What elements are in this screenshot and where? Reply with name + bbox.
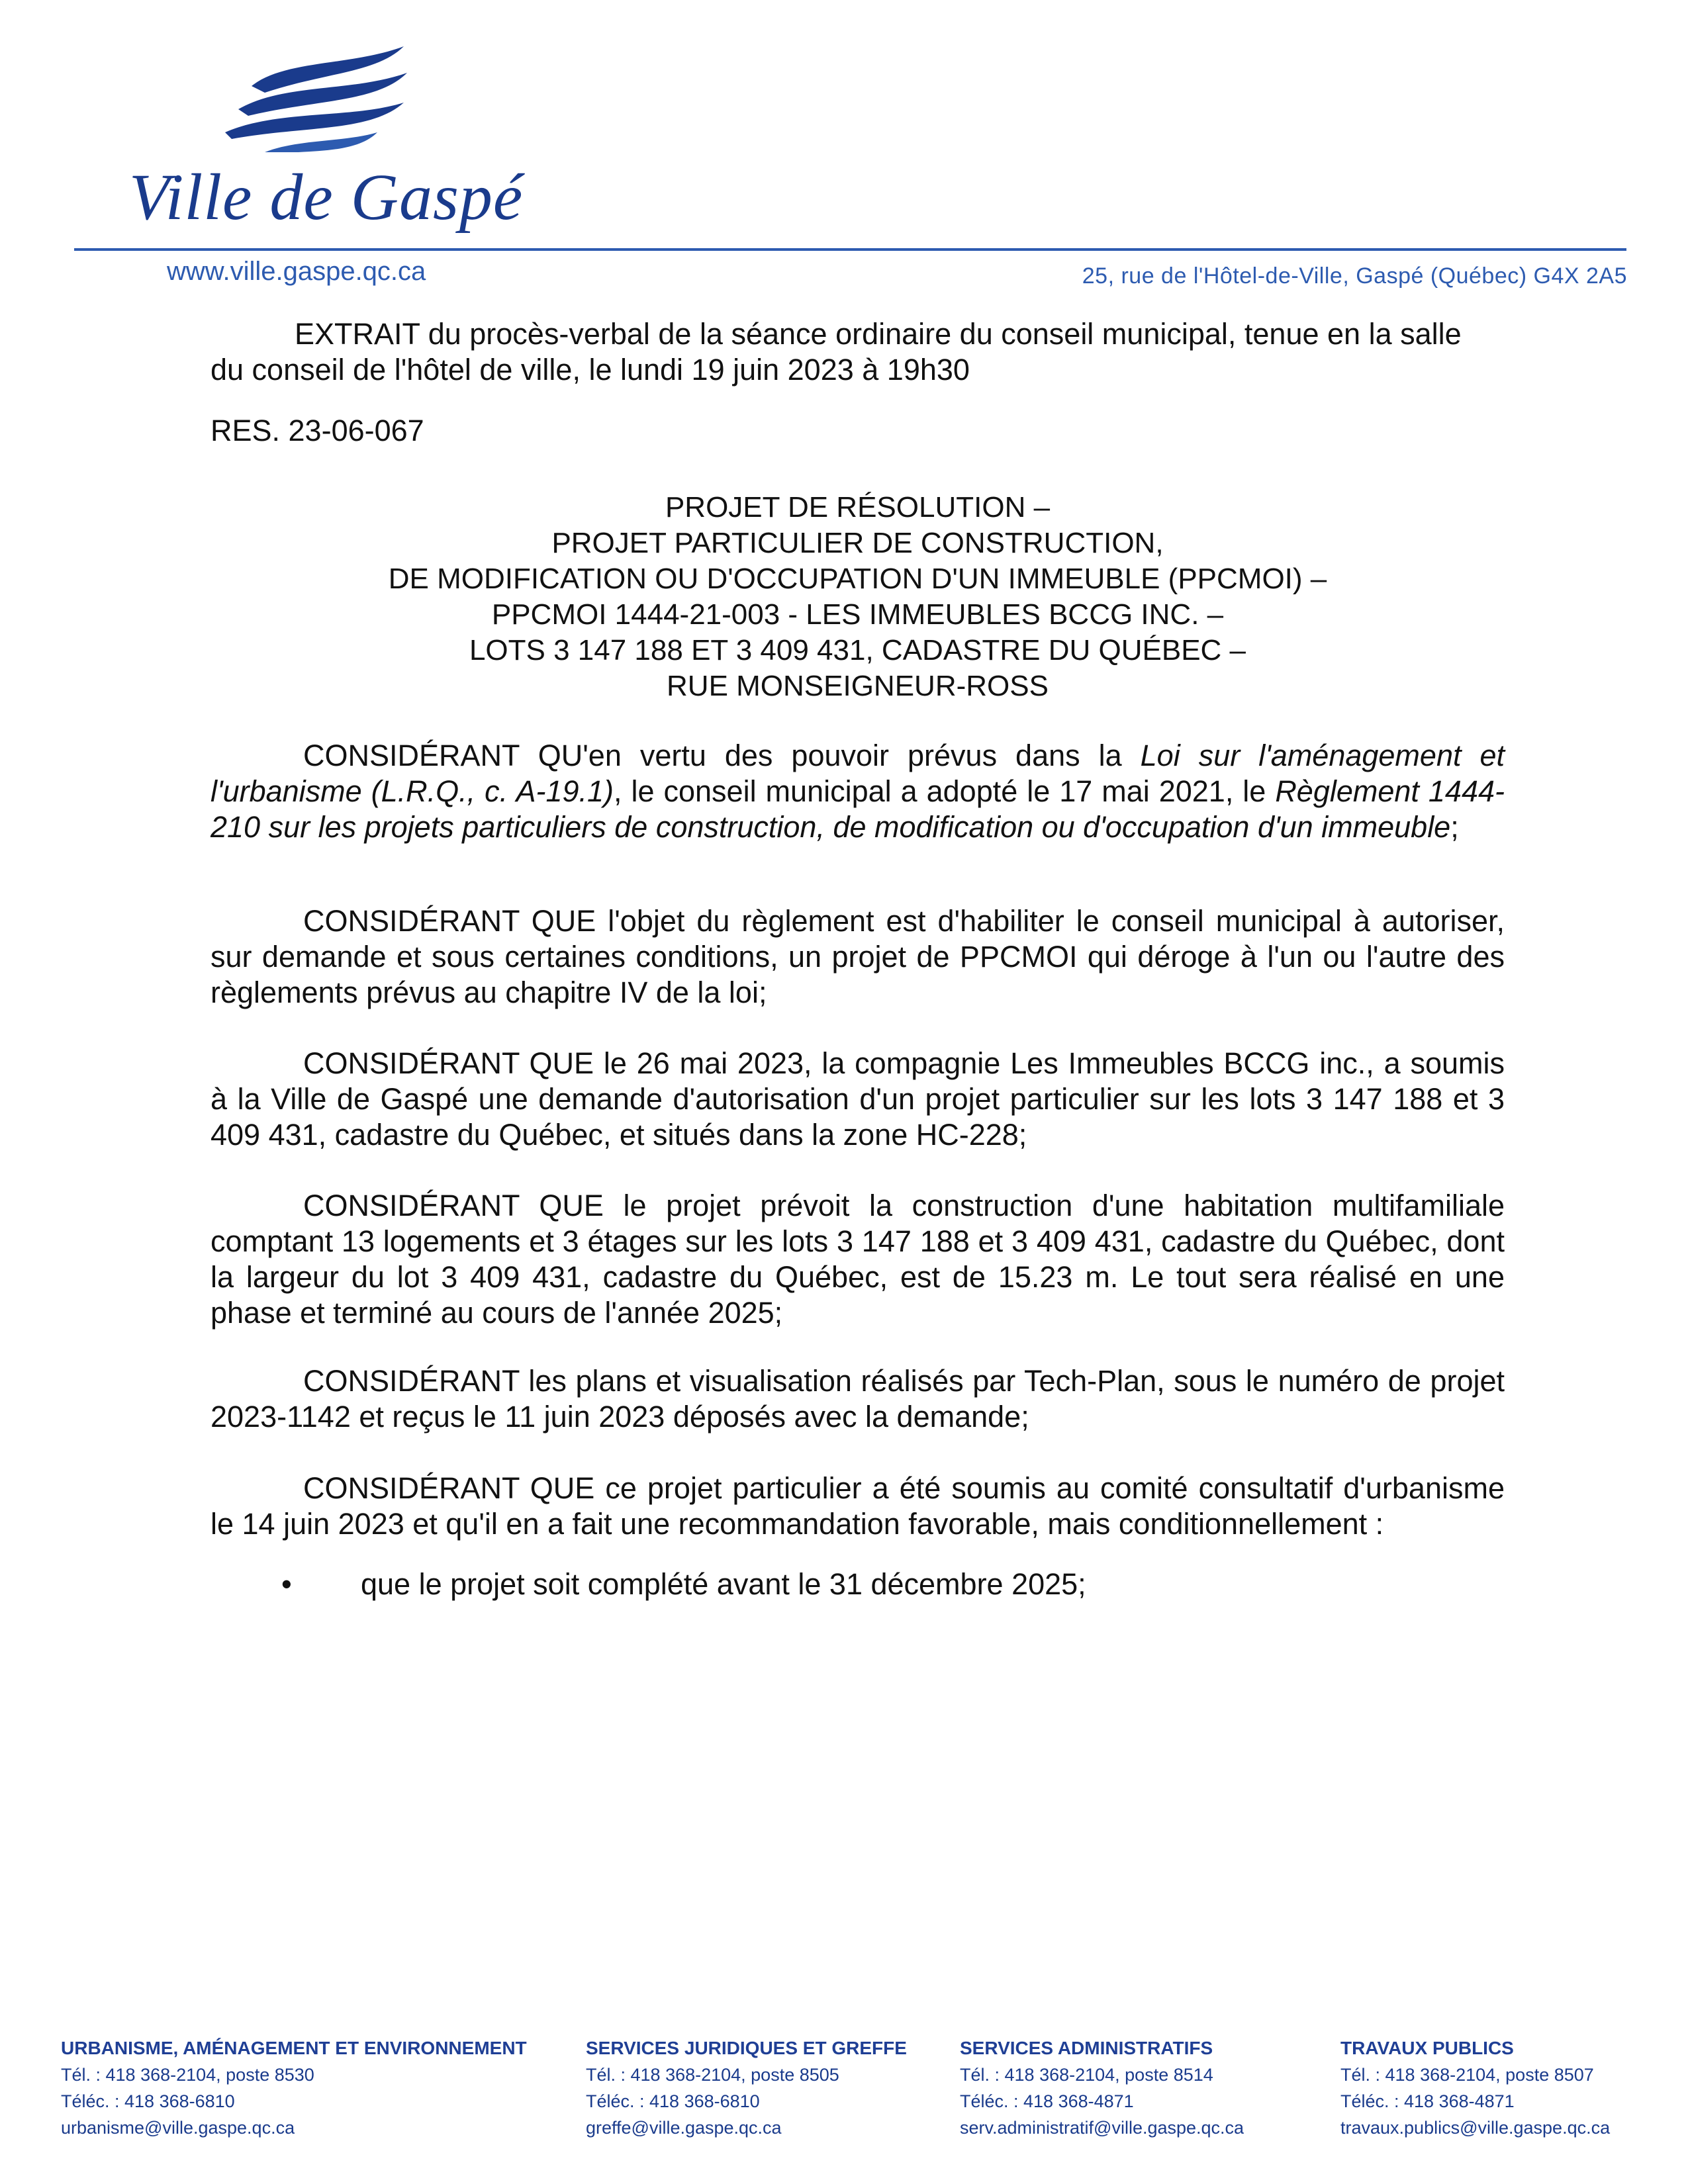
title-line: RUE MONSEIGNEUR-ROSS: [667, 670, 1049, 702]
c4-text: CONSIDÉRANT QUE le projet prévoit la construction d'une habitation multifamiliale comptant 13 logements et 3 étages sur les lots 3 147 188 et 3 409 431, cadastre du Québec, dont la largeur du lot 3 409 431, cadastre du Québec, est de 15.23 m. Le tout sera réalisé en une phase et terminé au cours de l'année 2025;: [211, 1189, 1505, 1330]
footer-fax: Téléc. : 418 368-4871: [1340, 2091, 1515, 2111]
title-line: PROJET DE RÉSOLUTION –: [665, 491, 1051, 523]
c1-text-c: ;: [1450, 810, 1459, 844]
condition-bullet: que le projet soit complété avant le 31 décembre 2025;: [361, 1567, 1086, 1601]
logo-wordmark: Ville de Gaspé: [129, 160, 524, 234]
footer-heading: SERVICES ADMINISTRATIFS: [960, 2038, 1213, 2058]
footer-phone: Tél. : 418 368-2104, poste 8514: [960, 2065, 1213, 2085]
considerant-paragraph-3: [211, 1046, 1505, 1153]
c1-text-a: CONSIDÉRANT QU'en vertu des pouvoir prévus dans la: [303, 739, 1141, 772]
c6-text: CONSIDÉRANT QUE ce projet particulier a été soumis au comité consultatif d'urbanisme le 14 juin 2023 et qu'il en a fait une recommandation favorable, mais conditionnellement :: [211, 1471, 1505, 1541]
wave-logo-icon: [225, 46, 410, 152]
footer-phone: Tél. : 418 368-2104, poste 8530: [61, 2065, 314, 2085]
title-line: LOTS 3 147 188 ET 3 409 431, CADASTRE DU QUÉBEC –: [469, 634, 1246, 666]
considerant-paragraph-5: [211, 1363, 1505, 1435]
footer-urbanisme: [61, 2035, 527, 2141]
footer-email[interactable]: urbanisme@ville.gaspe.qc.ca: [61, 2118, 295, 2138]
title-line: PPCMOI 1444-21-003 - LES IMMEUBLES BCCG INC. –: [491, 598, 1224, 631]
c5-text: CONSIDÉRANT les plans et visualisation réalisés par Tech-Plan, sous le numéro de projet 2023-1142 et reçus le 11 juin 2023 déposés avec la demande;: [211, 1364, 1505, 1433]
c1-law-title: Loi sur l'aménagement et l'urbanisme (L.R.Q., c. A-19.1): [211, 739, 1505, 808]
title-line: PROJET PARTICULIER DE CONSTRUCTION,: [551, 527, 1164, 559]
footer-email[interactable]: serv.administratif@ville.gaspe.qc.ca: [960, 2118, 1244, 2138]
footer-greffe: [586, 2035, 907, 2141]
footer-phone: Tél. : 418 368-2104, poste 8507: [1340, 2065, 1594, 2085]
c1-text-b: , le conseil municipal a adopté le 17 mai 2021, le: [614, 774, 1276, 808]
resolution-title: [211, 490, 1505, 704]
c1-reglement-title: Règlement 1444-210 sur les projets particuliers de construction, de modification ou d'occupation d'un immeuble: [211, 774, 1505, 844]
footer-email[interactable]: greffe@ville.gaspe.qc.ca: [586, 2118, 782, 2138]
footer-email[interactable]: travaux.publics@ville.gaspe.qc.ca: [1340, 2118, 1611, 2138]
intro-line-1: EXTRAIT du procès-verbal de la séance ordinaire du conseil municipal, tenue en la salle: [295, 317, 1462, 351]
footer-fax: Téléc. : 418 368-6810: [61, 2091, 235, 2111]
c2-text: CONSIDÉRANT QUE l'objet du règlement est d'habiliter le conseil municipal à autoriser, sur demande et sous certaines conditions, un projet de PPCMOI qui déroge à l'un ou l'autre des règlements prévus au chapitre IV de la loi;: [211, 904, 1505, 1009]
footer-travaux-publics: [1340, 2035, 1610, 2141]
website-link[interactable]: www.ville.gaspe.qc.ca: [167, 257, 426, 286]
footer-administratifs: [960, 2035, 1244, 2141]
considerant-paragraph-6: [211, 1471, 1505, 1542]
resolution-number: RES. 23-06-067: [211, 414, 424, 447]
considerant-paragraph-1: [211, 738, 1505, 845]
footer-fax: Téléc. : 418 368-6810: [586, 2091, 760, 2111]
footer-fax: Téléc. : 418 368-4871: [960, 2091, 1134, 2111]
city-hall-address: 25, rue de l'Hôtel-de-Ville, Gaspé (Québec) G4X 2A5: [1082, 263, 1627, 289]
c3-text: CONSIDÉRANT QUE le 26 mai 2023, la compagnie Les Immeubles BCCG inc., a soumis à la Ville de Gaspé une demande d'autorisation d'un projet particulier sur les lots 3 147 188 et 3 409 431, cadastre du Québec, et situés dans la zone HC-228;: [211, 1046, 1505, 1152]
footer-heading: TRAVAUX PUBLICS: [1340, 2038, 1514, 2058]
bullet-icon: •: [281, 1567, 292, 1601]
footer-heading: URBANISME, AMÉNAGEMENT ET ENVIRONNEMENT: [61, 2038, 527, 2058]
extract-intro: [211, 316, 1505, 388]
title-line: DE MODIFICATION OU D'OCCUPATION D'UN IMMEUBLE (PPCMOI) –: [388, 563, 1327, 595]
considerant-paragraph-2: [211, 903, 1505, 1011]
considerant-paragraph-4: [211, 1188, 1505, 1331]
intro-line-2: du conseil de l'hôtel de ville, le lundi 19 juin 2023 à 19h30: [211, 353, 970, 387]
footer-phone: Tél. : 418 368-2104, poste 8505: [586, 2065, 839, 2085]
header-divider: [74, 248, 1626, 251]
footer-heading: SERVICES JURIDIQUES ET GREFFE: [586, 2038, 907, 2058]
